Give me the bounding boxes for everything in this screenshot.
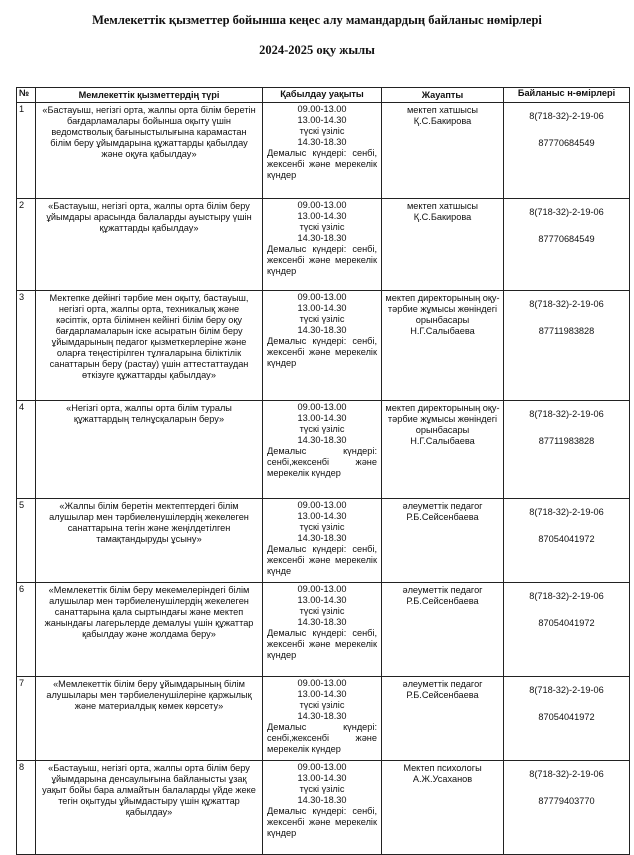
days-off: Демалыс күндері: сенбі, жексенбі және мерекелік күнде	[267, 544, 377, 576]
column-header-phone: Байланыс н-өмірлері	[504, 88, 630, 103]
landline-phone: 8(718-32)-2-19-06	[529, 507, 604, 517]
mobile-phone: 87054041972	[538, 534, 595, 544]
landline-phone: 8(718-32)-2-19-06	[529, 769, 604, 779]
reception-time-line: 14.30-18.30	[297, 533, 347, 543]
service-name: «Бастауыш, негізгі орта, жалпы орта білім беру ұйымдарына денсаулығына байланысты ұзақ уақыт бойы бара алмайтын балаларды үйде жеке тегін оқытуды ұйымдастыру үшін құжаттар қабылдау»	[36, 761, 263, 855]
reception-time-line: түскі үзіліс	[299, 784, 345, 794]
reception-time	[263, 199, 382, 291]
academic-year: 2024-2025 оқу жылы	[259, 43, 375, 57]
reception-time-line: 14.30-18.30	[297, 137, 347, 147]
table-row	[17, 199, 630, 291]
row-number: 2	[17, 199, 36, 291]
mobile-phone: 87711983828	[538, 436, 595, 446]
table-header-row	[17, 88, 630, 103]
reception-time-line: 13.00-14.30	[297, 413, 347, 423]
service-name: «Жалпы білім беретін мектептердегі білім алушылар мен тәрбиеленушілердің жекелеген санаттарына тегін және жеңілдетілген тамақтандыруды ұсыну»	[36, 499, 263, 583]
reception-time	[263, 401, 382, 499]
table-row	[17, 583, 630, 677]
column-header-responsible: Жауапты	[382, 88, 504, 103]
reception-time-line: түскі үзіліс	[299, 126, 345, 136]
mobile-phone: 87770684549	[538, 138, 595, 148]
column-header-number: №	[17, 88, 36, 103]
reception-time	[263, 291, 382, 401]
contact-numbers	[504, 761, 630, 855]
landline-phone: 8(718-32)-2-19-06	[529, 409, 604, 419]
row-number: 6	[17, 583, 36, 677]
contact-numbers	[504, 103, 630, 199]
reception-time	[263, 103, 382, 199]
reception-time-line: 09.00-13.00	[297, 762, 347, 772]
landline-phone: 8(718-32)-2-19-06	[529, 299, 604, 309]
landline-phone: 8(718-32)-2-19-06	[529, 591, 604, 601]
reception-time-line: түскі үзіліс	[299, 222, 345, 232]
responsible-person: мектеп директорының оқу-тәрбие жұмысы жөніндегі орынбасары Н.Г.Салыбаева	[382, 291, 504, 401]
contact-numbers	[504, 199, 630, 291]
reception-time-line: 09.00-13.00	[297, 500, 347, 510]
landline-phone: 8(718-32)-2-19-06	[529, 207, 604, 217]
reception-time-line: 13.00-14.30	[297, 115, 347, 125]
table-row	[17, 499, 630, 583]
mobile-phone: 87779403770	[538, 796, 595, 806]
reception-time	[263, 499, 382, 583]
reception-time	[263, 677, 382, 761]
reception-time-line: 13.00-14.30	[297, 595, 347, 605]
reception-time-line: 13.00-14.30	[297, 303, 347, 313]
responsible-person: мектеп директорының оқу-тәрбие жұмысы жөніндегі орынбасары Н.Г.Салыбаева	[382, 401, 504, 499]
reception-time-line: 09.00-13.00	[297, 200, 347, 210]
reception-time-line: түскі үзіліс	[299, 700, 345, 710]
reception-time-line: 14.30-18.30	[297, 233, 347, 243]
table-row	[17, 401, 630, 499]
reception-time-line: 14.30-18.30	[297, 435, 347, 445]
responsible-person: әлеуметтік педагог Р.Б.Сейсенбаева	[382, 677, 504, 761]
service-name: «Мемлекеттік білім беру мекемелеріндегі білім алушылар мен тәрбиеленушілердің жекелеген санаттарына қала сыртындағы және мектеп жанындағы лагерьлерде демалуы үшін құжаттар қабылдау және жолдама беру»	[36, 583, 263, 677]
table-row	[17, 291, 630, 401]
table-row	[17, 103, 630, 199]
reception-time-line: 09.00-13.00	[297, 104, 347, 114]
mobile-phone: 87711983828	[538, 326, 595, 336]
reception-time-line: түскі үзіліс	[299, 314, 345, 324]
days-off: Демалыс күндері: сенбі, жексенбі және мерекелік күндер	[267, 806, 377, 838]
reception-time-line: 09.00-13.00	[297, 678, 347, 688]
reception-time-line: 09.00-13.00	[297, 292, 347, 302]
reception-time-line: түскі үзіліс	[299, 424, 345, 434]
row-number: 3	[17, 291, 36, 401]
reception-time-line: 13.00-14.30	[297, 511, 347, 521]
table-row	[17, 677, 630, 761]
row-number: 1	[17, 103, 36, 199]
reception-time-line: түскі үзіліс	[299, 606, 345, 616]
responsible-person: әлеуметтік педагог Р.Б.Сейсенбаева	[382, 583, 504, 677]
contact-numbers	[504, 677, 630, 761]
service-name: «Бастауыш, негізгі орта, жалпы орта білім беру ұйымдары арасында балаларды ауыстыру үшін құжаттарды қабылдау»	[36, 199, 263, 291]
reception-time-line: 14.30-18.30	[297, 617, 347, 627]
table-row	[17, 761, 630, 855]
contacts-table	[16, 87, 630, 855]
reception-time-line: 13.00-14.30	[297, 773, 347, 783]
contact-numbers	[504, 583, 630, 677]
column-header-service: Мемлекеттік қызметтердің түрі	[36, 88, 263, 103]
landline-phone: 8(718-32)-2-19-06	[529, 685, 604, 695]
row-number: 5	[17, 499, 36, 583]
service-name: Мектепке дейінгі тәрбие мен оқыту, бастауыш, негізгі орта, жалпы орта, техникалық және кәсіптік, орта білімнен кейінгі білім беру оқу бағдарламаларын іске асыратын білім беру ұйымдарының педагог қызметкерлеріне және оларға теңестірілген тұлғаларына біліктілік санаттарын беру (растау) үшін аттестаттаудан өткізуге құжаттарды қабылдау»	[36, 291, 263, 401]
days-off: Демалыс күндері: сенбі, жексенбі және мерекелік күндер	[267, 244, 377, 276]
responsible-person: Мектеп психологы А.Ж.Усаханов	[382, 761, 504, 855]
document-title: Мемлекеттік қызметтер бойынша кеңес алу мамандардың байланыс нөмірлері	[92, 13, 542, 27]
reception-time	[263, 583, 382, 677]
responsible-person: мектеп хатшысы Қ.С.Бакирова	[382, 103, 504, 199]
days-off: Демалыс күндері: сенбі, жексенбі және мерекелік күндер	[267, 628, 377, 660]
contact-numbers	[504, 291, 630, 401]
responsible-person: мектеп хатшысы Қ.С.Бакирова	[382, 199, 504, 291]
landline-phone: 8(718-32)-2-19-06	[529, 111, 604, 121]
service-name: «Мемлекеттік білім беру ұйымдарының білім алушылары мен тәрбиеленушілеріне қаржылық және материалдық көмек көрсету»	[36, 677, 263, 761]
row-number: 7	[17, 677, 36, 761]
reception-time-line: 13.00-14.30	[297, 689, 347, 699]
days-off: Демалыс күндері: сенбі,жексенбі және мерекелік күндер	[267, 722, 377, 754]
days-off: Демалыс күндері: сенбі, жексенбі және мерекелік күндер	[267, 148, 377, 180]
reception-time-line: түскі үзіліс	[299, 522, 345, 532]
reception-time-line: 14.30-18.30	[297, 711, 347, 721]
column-header-time: Қабылдау уақыты	[263, 88, 382, 103]
reception-time	[263, 761, 382, 855]
row-number: 8	[17, 761, 36, 855]
row-number: 4	[17, 401, 36, 499]
reception-time-line: 09.00-13.00	[297, 402, 347, 412]
service-name: «Бастауыш, негізгі орта, жалпы орта білім беретін бағдарламалары бойынша оқыту үшін ведомстволық бағыныстылығына карамастан білім беру ұйымдарына құжаттарды қабылдау және оқуға қабылдау»	[36, 103, 263, 199]
reception-time-line: 09.00-13.00	[297, 584, 347, 594]
mobile-phone: 87054041972	[538, 712, 595, 722]
reception-time-line: 13.00-14.30	[297, 211, 347, 221]
reception-time-line: 14.30-18.30	[297, 795, 347, 805]
mobile-phone: 87770684549	[538, 234, 595, 244]
mobile-phone: 87054041972	[538, 618, 595, 628]
contact-numbers	[504, 499, 630, 583]
days-off: Демалыс күндері: сенбі, жексенбі және мерекелік күндер	[267, 336, 377, 368]
responsible-person: әлеуметтік педагог Р.Б.Сейсенбаева	[382, 499, 504, 583]
reception-time-line: 14.30-18.30	[297, 325, 347, 335]
service-name: «Негізгі орта, жалпы орта білім туралы құжаттардың телнұсқаларын беру»	[36, 401, 263, 499]
days-off: Демалыс күндері: сенбі,жексенбі және мерекелік күндер	[267, 446, 377, 478]
contact-numbers	[504, 401, 630, 499]
